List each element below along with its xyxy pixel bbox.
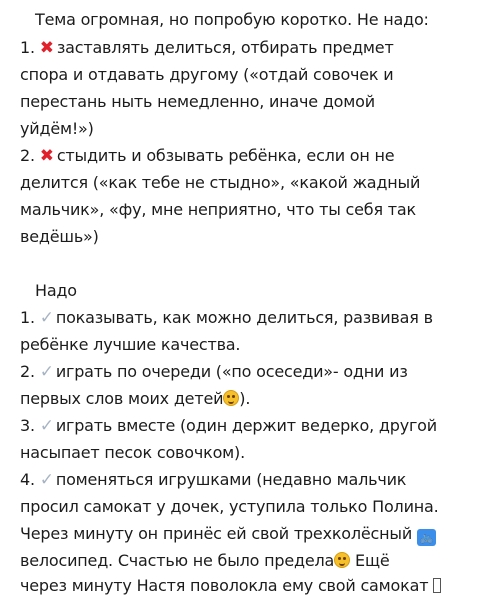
text-line	[20, 226, 99, 248]
text-line	[20, 575, 441, 597]
smiling-face-icon	[334, 552, 350, 568]
item-text: перестань ныть немедленно, иначе домой	[20, 92, 375, 111]
intro-text: Тема огромная, но попробую коротко. Не надо:	[35, 10, 429, 29]
do-item-3	[20, 415, 437, 437]
item-text: уйдём!»)	[20, 119, 94, 138]
item-text: показывать, как можно делиться, развивая в	[55, 308, 433, 327]
item-text: велосипед. Счастью не было предела	[20, 551, 335, 570]
item-text: просил самокат у дочек, уступила только Полина.	[20, 497, 439, 516]
item-number: 3.	[20, 416, 40, 435]
item-number: 2.	[20, 146, 40, 165]
item-text: играть по очереди («по осеседи»- одни из	[55, 362, 408, 381]
item-text: спора и отдавать другому («отдай совочек и	[20, 65, 394, 84]
text-line	[20, 118, 94, 140]
text-line	[20, 64, 393, 86]
item-text: ).	[239, 389, 251, 408]
item-text: делится («как тебе не стыдно», «какой жадный	[20, 173, 421, 192]
do-item-2	[20, 361, 408, 383]
text-line	[20, 550, 389, 572]
text-line	[20, 442, 245, 464]
dont-item-2	[20, 145, 394, 167]
check-mark-icon: ✓	[39, 470, 54, 490]
item-number: 1.	[20, 38, 40, 57]
dont-item-1	[20, 37, 394, 59]
text-line	[20, 172, 420, 194]
grinning-face-icon	[223, 390, 239, 406]
text-line	[20, 91, 375, 113]
item-number: 1.	[20, 308, 40, 327]
intro-line	[35, 9, 429, 31]
text-line	[20, 523, 436, 546]
item-text: стыдить и обзывать ребёнка, если он не	[56, 146, 395, 165]
check-mark-icon: ✓	[39, 362, 54, 382]
cross-mark-icon: ✖	[39, 38, 54, 58]
do-item-1	[20, 307, 433, 329]
item-number: 2.	[20, 362, 40, 381]
item-text: заставлять делиться, отбирать предмет	[56, 38, 394, 57]
bicycle-icon: 🚲	[417, 529, 436, 546]
item-text: играть вместе (один держит ведерко, другой	[55, 416, 437, 435]
item-text: насыпает песок совочком).	[20, 443, 245, 462]
item-text: ведёшь»)	[20, 227, 99, 246]
item-number: 4.	[20, 470, 40, 489]
item-text: через минуту Настя поволокла ему свой самокат	[20, 576, 429, 595]
item-text: мальчик», «фу, мне неприятно, что ты себя так	[20, 200, 416, 219]
cross-mark-icon: ✖	[39, 146, 54, 166]
check-mark-icon: ✓	[39, 416, 54, 436]
item-text: поменяться игрушками (недавно мальчик	[55, 470, 407, 489]
missing-glyph-icon	[433, 578, 441, 593]
text-line	[20, 334, 240, 356]
text-line	[20, 496, 439, 518]
check-mark-icon: ✓	[39, 308, 54, 328]
text-line	[20, 199, 416, 221]
section-heading: Надо	[35, 281, 77, 300]
item-text: Ещё	[350, 551, 390, 570]
item-text: ребёнке лучшие качества.	[20, 335, 241, 354]
text-line	[20, 388, 250, 410]
item-text: первых слов моих детей	[20, 389, 224, 408]
do-item-4	[20, 469, 406, 491]
do-heading	[35, 280, 77, 302]
item-text: Через минуту он принёс ей свой трехколёсный	[20, 524, 413, 543]
